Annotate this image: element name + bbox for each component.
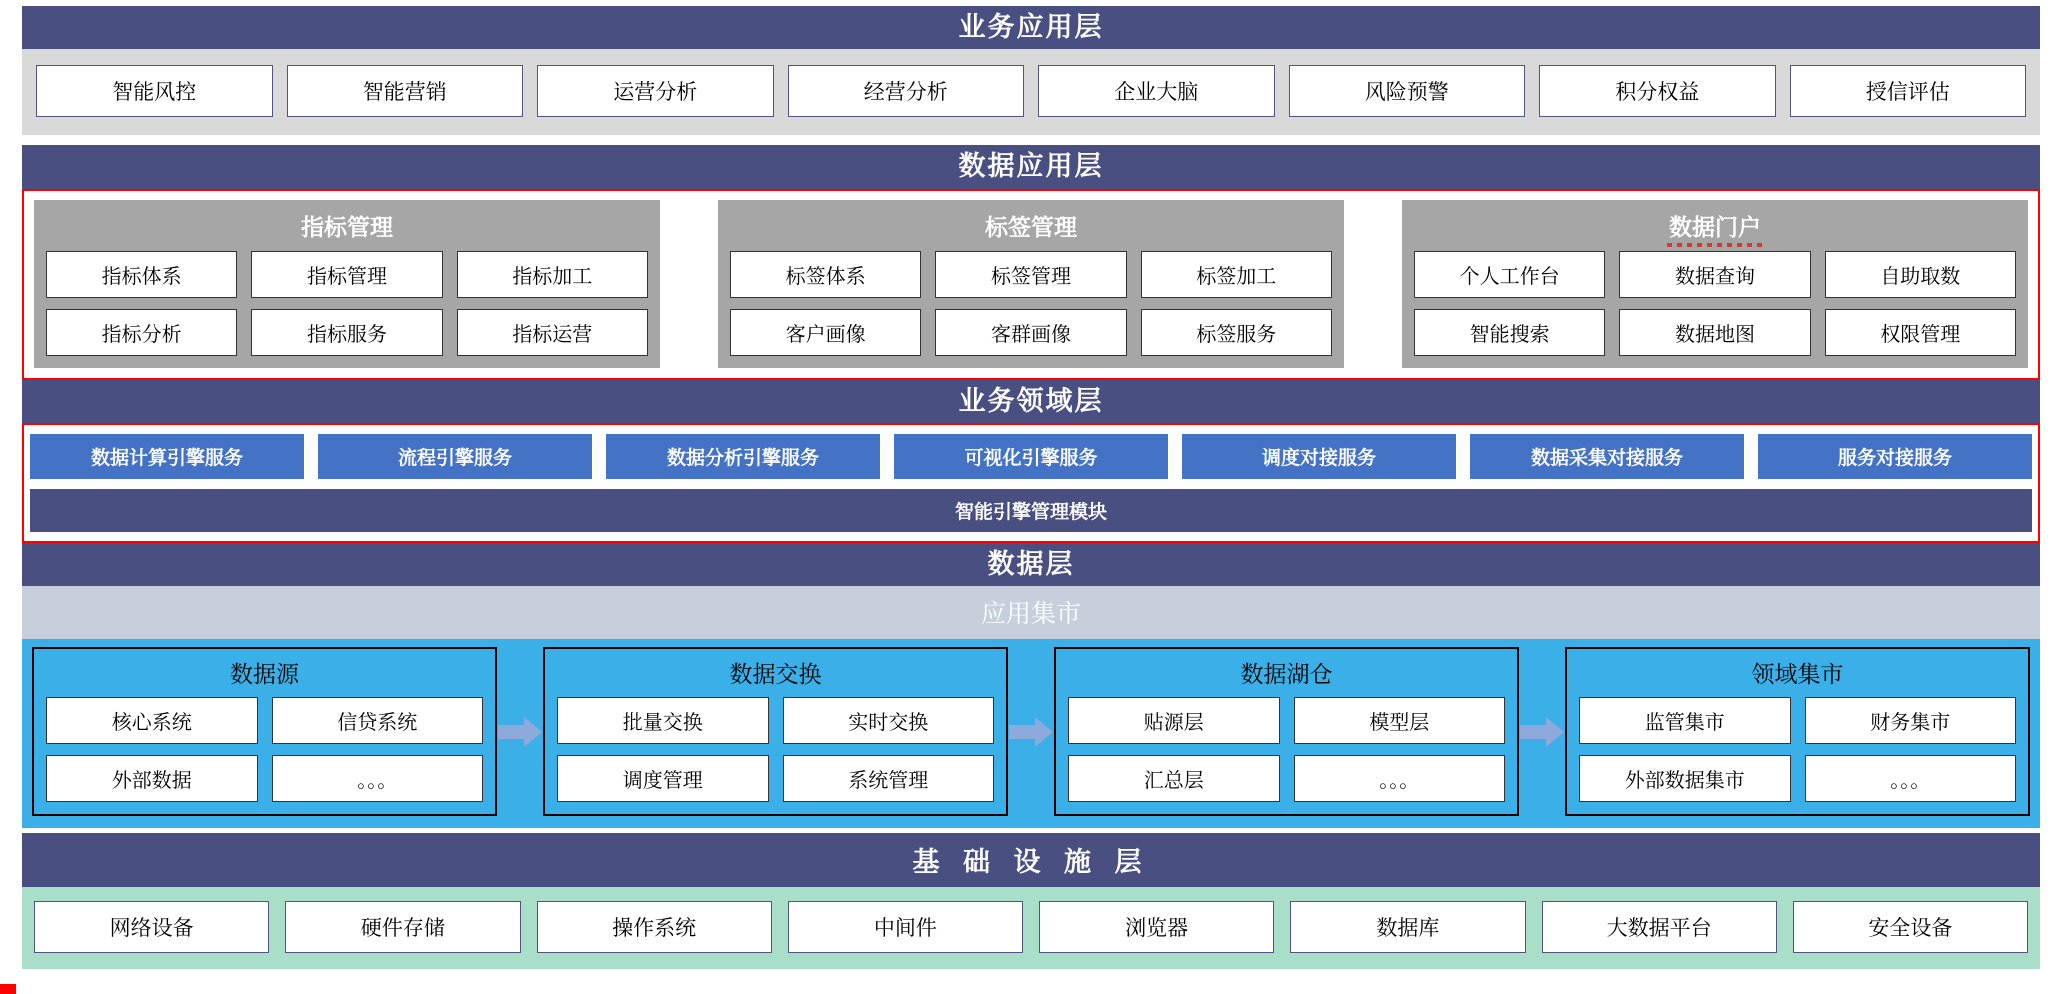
group-item[interactable]: 。。。 bbox=[1294, 755, 1506, 802]
business-application-layer-items bbox=[22, 49, 2040, 135]
business-application-layer bbox=[22, 6, 2040, 135]
infra-chip[interactable]: 中间件 bbox=[788, 901, 1023, 953]
data-layer-title: 数据层 bbox=[22, 543, 2040, 586]
group-item[interactable]: 数据查询 bbox=[1619, 251, 1810, 298]
group-title: 指标管理 bbox=[301, 213, 393, 240]
group-item[interactable]: 客户画像 bbox=[730, 309, 921, 356]
group-title: 数据源 bbox=[230, 661, 299, 688]
red-corner-marker bbox=[0, 984, 16, 994]
infra-chip[interactable]: 数据库 bbox=[1290, 901, 1525, 953]
infra-chip[interactable]: 操作系统 bbox=[537, 901, 772, 953]
group-item[interactable]: 贴源层 bbox=[1068, 697, 1280, 744]
group-data-lakehouse bbox=[1054, 647, 1519, 816]
data-application-layer-title: 数据应用层 bbox=[22, 145, 2040, 188]
app-chip[interactable]: 运营分析 bbox=[537, 65, 774, 117]
group-title: 数据门户 bbox=[1414, 207, 2016, 251]
group-data-exchange bbox=[543, 647, 1008, 816]
infra-chip[interactable]: 浏览器 bbox=[1039, 901, 1274, 953]
data-application-layer-highlight-box bbox=[22, 189, 2040, 380]
group-item[interactable]: 指标运营 bbox=[457, 309, 648, 356]
group-item[interactable]: 。。。 bbox=[272, 755, 484, 802]
group-item[interactable]: 模型层 bbox=[1294, 697, 1506, 744]
group-title: 数据湖仓 bbox=[1240, 661, 1333, 688]
group-title: 标签管理 bbox=[985, 213, 1077, 240]
group-item[interactable]: 外部数据集市 bbox=[1579, 755, 1791, 802]
group-item[interactable]: 指标分析 bbox=[46, 309, 237, 356]
application-mart-title: 应用集市 bbox=[22, 586, 2040, 639]
flow-arrow-icon bbox=[1008, 717, 1054, 747]
app-chip[interactable]: 企业大脑 bbox=[1038, 65, 1275, 117]
infrastructure-layer-items bbox=[22, 887, 2040, 969]
infra-chip[interactable]: 大数据平台 bbox=[1542, 901, 1777, 953]
data-application-layer bbox=[22, 145, 2040, 379]
group-item[interactable]: 客群画像 bbox=[935, 309, 1126, 356]
group-item[interactable]: 权限管理 bbox=[1825, 309, 2016, 356]
group-item[interactable]: 数据地图 bbox=[1619, 309, 1810, 356]
flow-arrow-icon bbox=[497, 717, 543, 747]
business-application-layer-title: 业务应用层 bbox=[22, 6, 2040, 49]
group-item[interactable]: 指标体系 bbox=[46, 251, 237, 298]
domain-service-chip[interactable]: 数据分析引擎服务 bbox=[606, 434, 880, 479]
group-item[interactable]: 标签管理 bbox=[935, 251, 1126, 298]
group-item[interactable]: 外部数据 bbox=[46, 755, 258, 802]
flow-arrow-icon bbox=[1519, 717, 1565, 747]
group-data-source bbox=[32, 647, 497, 816]
group-item[interactable]: 指标服务 bbox=[251, 309, 442, 356]
group-title: 数据交换 bbox=[729, 661, 822, 688]
domain-service-chip[interactable]: 数据计算引擎服务 bbox=[30, 434, 304, 479]
app-chip[interactable]: 积分权益 bbox=[1539, 65, 1776, 117]
domain-service-chip[interactable]: 调度对接服务 bbox=[1182, 434, 1456, 479]
data-layer bbox=[22, 543, 2040, 828]
group-item[interactable]: 标签体系 bbox=[730, 251, 921, 298]
domain-service-chip[interactable]: 流程引擎服务 bbox=[318, 434, 592, 479]
business-domain-layer-title: 业务领域层 bbox=[22, 380, 2040, 423]
app-chip[interactable]: 经营分析 bbox=[788, 65, 1025, 117]
group-item[interactable]: 系统管理 bbox=[783, 755, 995, 802]
group-item[interactable]: 标签服务 bbox=[1141, 309, 1332, 356]
group-item[interactable]: 汇总层 bbox=[1068, 755, 1280, 802]
infrastructure-layer bbox=[22, 833, 2040, 969]
group-data-portal bbox=[1402, 200, 2028, 368]
infra-chip[interactable]: 网络设备 bbox=[34, 901, 269, 953]
group-title: 领域集市 bbox=[1751, 661, 1844, 688]
group-item[interactable]: 实时交换 bbox=[783, 697, 995, 744]
group-item[interactable]: 指标加工 bbox=[457, 251, 648, 298]
engine-management-module[interactable]: 智能引擎管理模块 bbox=[30, 489, 2032, 532]
domain-service-chip[interactable]: 数据采集对接服务 bbox=[1470, 434, 1744, 479]
group-domain-mart bbox=[1565, 647, 2030, 816]
app-chip[interactable]: 风险预警 bbox=[1289, 65, 1526, 117]
group-item[interactable]: 信贷系统 bbox=[272, 697, 484, 744]
domain-service-chip[interactable]: 服务对接服务 bbox=[1758, 434, 2032, 479]
group-indicator-management bbox=[34, 200, 660, 368]
domain-services bbox=[30, 434, 2032, 479]
app-chip[interactable]: 授信评估 bbox=[1790, 65, 2027, 117]
domain-service-chip[interactable]: 可视化引擎服务 bbox=[894, 434, 1168, 479]
group-item[interactable]: 。。。 bbox=[1805, 755, 2017, 802]
group-item[interactable]: 批量交换 bbox=[557, 697, 769, 744]
group-item[interactable]: 个人工作台 bbox=[1414, 251, 1605, 298]
business-domain-layer bbox=[22, 380, 2040, 543]
group-item[interactable]: 自助取数 bbox=[1825, 251, 2016, 298]
business-domain-layer-highlight-box bbox=[22, 423, 2040, 543]
infra-chip[interactable]: 硬件存储 bbox=[285, 901, 520, 953]
data-layer-groups bbox=[22, 639, 2040, 828]
app-chip[interactable]: 智能营销 bbox=[287, 65, 524, 117]
group-item[interactable]: 调度管理 bbox=[557, 755, 769, 802]
group-tag-management bbox=[718, 200, 1344, 368]
group-item[interactable]: 监管集市 bbox=[1579, 697, 1791, 744]
group-item[interactable]: 核心系统 bbox=[46, 697, 258, 744]
infra-chip[interactable]: 安全设备 bbox=[1793, 901, 2028, 953]
group-item[interactable]: 智能搜索 bbox=[1414, 309, 1605, 356]
group-item[interactable]: 财务集市 bbox=[1805, 697, 2017, 744]
group-item[interactable]: 标签加工 bbox=[1141, 251, 1332, 298]
infrastructure-layer-title: 基 础 设 施 层 bbox=[22, 833, 2040, 887]
app-chip[interactable]: 智能风控 bbox=[36, 65, 273, 117]
group-item[interactable]: 指标管理 bbox=[251, 251, 442, 298]
